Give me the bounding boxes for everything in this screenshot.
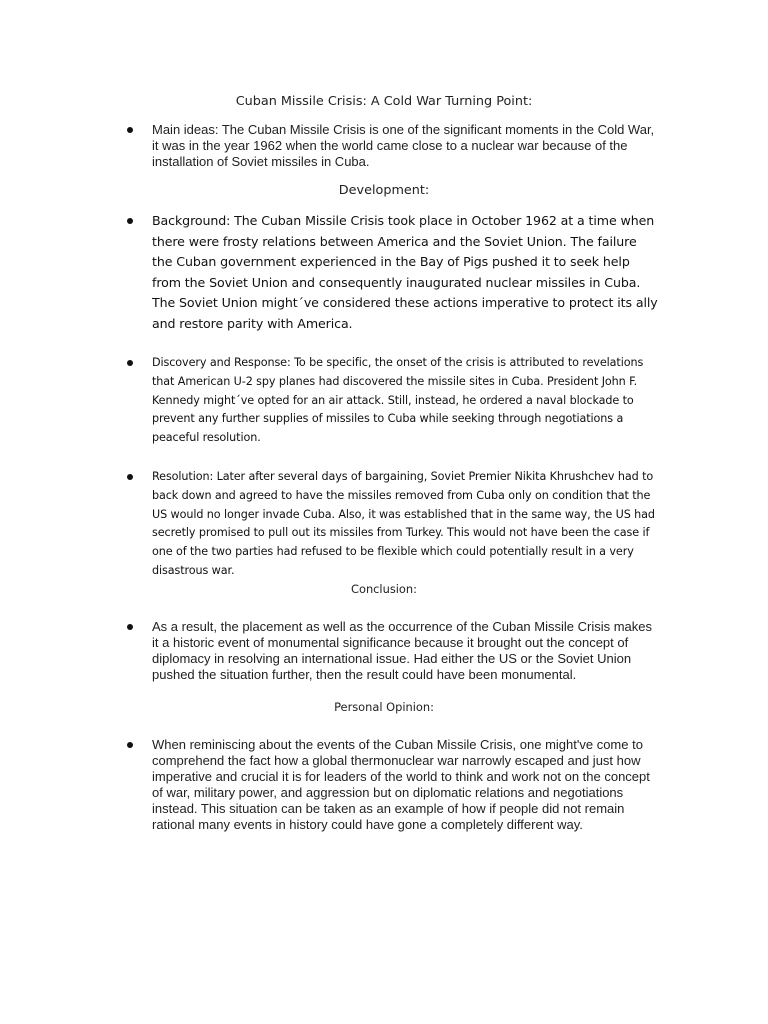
bullet-dot-icon — [127, 218, 133, 224]
bullet-dot-icon — [127, 624, 133, 630]
document-title: Cuban Missile Crisis: A Cold War Turning Point: — [235, 94, 533, 109]
personal-opinion-paragraph: When reminiscing about the events of the Cuban Missile Crisis, one might've come to comprehend the fact how a global thermonuclear war narrowly escaped and just how imperative and crucial it is for leaders of the world to think and work not on the concept of war, military power, and aggression but on diplomatic relations and negotiations instead. This situation can be taken as an example of how if people did not remain rational many events in history could have gone a completely different way. — [152, 737, 650, 832]
main-ideas-paragraph: Main ideas: The Cuban Missile Crisis is one of the significant moments in the Cold War, it was in the year 1962 when the world came close to a nuclear war because of the installation of Soviet missiles in Cuba. — [152, 122, 655, 169]
bullet-dot-icon — [127, 127, 133, 133]
bullet-dot-icon — [127, 360, 133, 366]
development-heading: Development: — [338, 183, 430, 198]
personal-opinion-heading: Personal Opinion: — [334, 700, 434, 714]
conclusion-heading: Conclusion: — [351, 582, 417, 596]
bullet-dot-icon — [127, 474, 133, 480]
bullet-dot-icon — [127, 742, 133, 748]
conclusion-paragraph: As a result, the placement as well as the occurrence of the Cuban Missile Crisis makes it a historic event of monumental significance because it brought out the concept of diplomacy in resolving an international issue. Had either the US or the Soviet Union pushed the situation further, then the result could have been monumental. — [152, 619, 652, 682]
resolution-paragraph: Resolution: Later after several days of bargaining, Soviet Premier Nikita Khrushchev had to back down and agreed to have the missiles removed from Cuba only on condition that the US would no longer invade Cuba. Also, it was established that in the same way, the US had secretly promised to pull out its missiles from Turkey. This would not have been the case if one of the two parties had refused to be flexible which could potentially result in a very disastrous war. — [152, 470, 655, 577]
background-paragraph: Background: The Cuban Missile Crisis took place in October 1962 at a time when there were frosty relations between America and the Soviet Union. The failure the Cuban government experienced in the Bay of Pigs pushed it to seek help from the Soviet Union and consequently inaugurated nuclear missiles in Cuba. The Soviet Union might´ve considered these actions imperative to protect its ally and restore parity with America. — [152, 213, 658, 331]
discovery-paragraph: Discovery and Response: To be specific, the onset of the crisis is attributed to revelations that American U-2 spy planes had discovered the missile sites in Cuba. President John F. Kennedy might´ve opted for an air attack. Still, instead, he ordered a naval blockade to prevent any further supplies of missiles to Cuba while seeking through negotiations a peaceful resolution. — [152, 356, 644, 445]
